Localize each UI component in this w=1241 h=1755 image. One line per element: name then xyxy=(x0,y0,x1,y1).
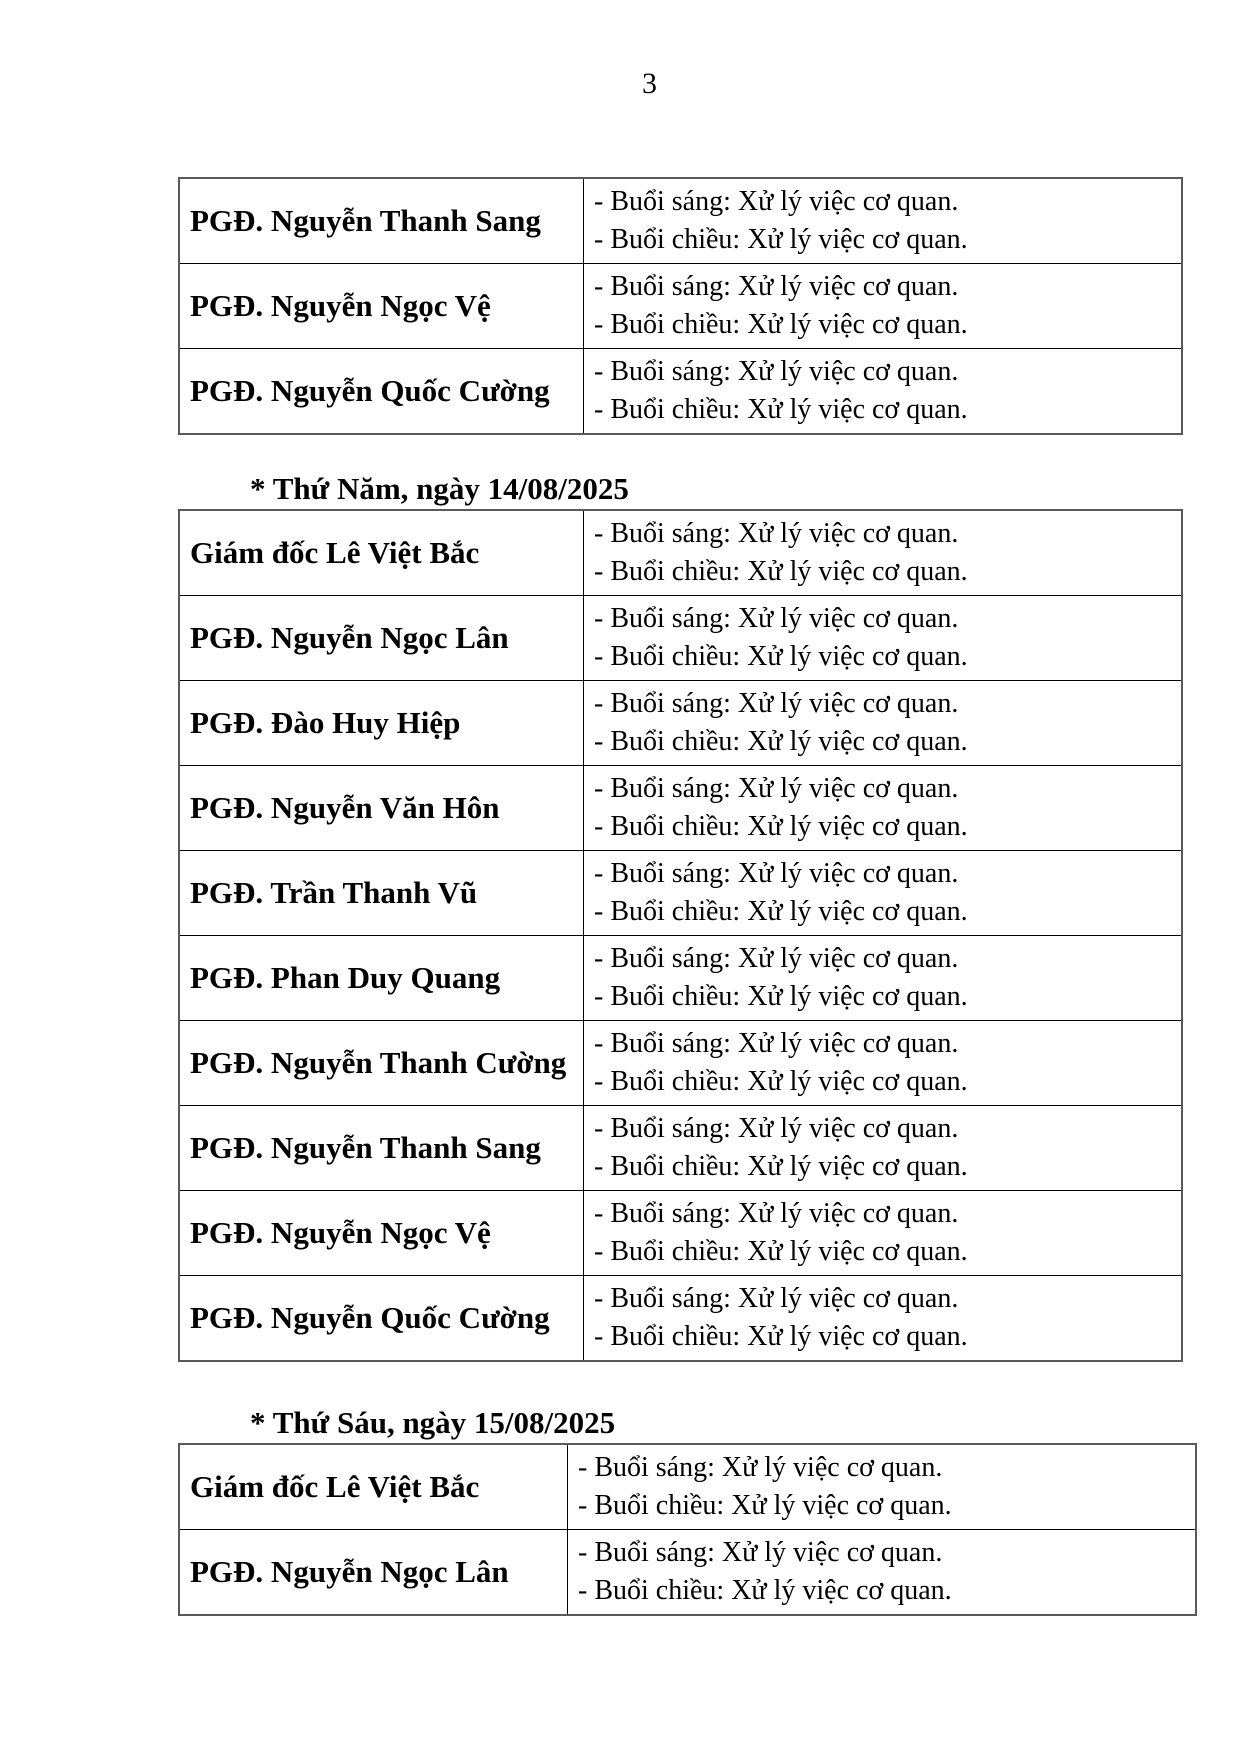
page-number: 3 xyxy=(642,67,657,100)
official-name: PGĐ. Nguyễn Quốc Cường xyxy=(179,349,584,435)
schedule-cell xyxy=(568,1444,1197,1530)
morning-schedule: - Buổi sáng: Xử lý việc cơ quan. xyxy=(594,1028,959,1059)
schedule-cell xyxy=(584,264,1183,349)
schedule-section-thursday xyxy=(178,472,1183,1362)
table-row xyxy=(179,1276,1182,1362)
schedule-cell xyxy=(584,936,1183,1021)
schedule-section-continued xyxy=(178,177,1183,435)
afternoon-schedule: - Buổi chiều: Xử lý việc cơ quan. xyxy=(594,641,968,672)
afternoon-schedule: - Buổi chiều: Xử lý việc cơ quan. xyxy=(594,1236,968,1267)
morning-schedule: - Buổi sáng: Xử lý việc cơ quan. xyxy=(594,1113,959,1144)
schedule-cell xyxy=(584,1276,1183,1362)
afternoon-schedule: - Buổi chiều: Xử lý việc cơ quan. xyxy=(594,896,968,927)
afternoon-schedule: - Buổi chiều: Xử lý việc cơ quan. xyxy=(594,309,968,340)
afternoon-schedule: - Buổi chiều: Xử lý việc cơ quan. xyxy=(594,1066,968,1097)
day-heading: * Thứ Sáu, ngày 15/08/2025 xyxy=(250,1405,616,1440)
afternoon-schedule: - Buổi chiều: Xử lý việc cơ quan. xyxy=(594,726,968,757)
official-name: PGĐ. Nguyễn Thanh Cường xyxy=(179,1021,584,1106)
schedule-cell xyxy=(584,349,1183,435)
schedule-cell xyxy=(584,681,1183,766)
official-name: PGĐ. Nguyễn Văn Hôn xyxy=(179,766,584,851)
schedule-cell xyxy=(584,596,1183,681)
afternoon-schedule: - Buổi chiều: Xử lý việc cơ quan. xyxy=(578,1490,952,1521)
schedule-cell xyxy=(584,510,1183,596)
afternoon-schedule: - Buổi chiều: Xử lý việc cơ quan. xyxy=(578,1575,952,1606)
table-row xyxy=(179,596,1182,681)
official-name: PGĐ. Phan Duy Quang xyxy=(179,936,584,1021)
morning-schedule: - Buổi sáng: Xử lý việc cơ quan. xyxy=(594,603,959,634)
morning-schedule: - Buổi sáng: Xử lý việc cơ quan. xyxy=(594,1283,959,1314)
table-row xyxy=(179,510,1182,596)
table-row xyxy=(179,1530,1196,1616)
afternoon-schedule: - Buổi chiều: Xử lý việc cơ quan. xyxy=(594,224,968,255)
morning-schedule: - Buổi sáng: Xử lý việc cơ quan. xyxy=(578,1537,943,1568)
afternoon-schedule: - Buổi chiều: Xử lý việc cơ quan. xyxy=(594,394,968,425)
table-row xyxy=(179,1021,1182,1106)
official-name: PGĐ. Nguyễn Ngọc Lân xyxy=(179,1530,568,1616)
morning-schedule: - Buổi sáng: Xử lý việc cơ quan. xyxy=(594,518,959,549)
schedule-section-friday xyxy=(178,1406,1197,1616)
table-row xyxy=(179,766,1182,851)
schedule-table xyxy=(178,509,1183,1362)
morning-schedule: - Buổi sáng: Xử lý việc cơ quan. xyxy=(594,943,959,974)
official-name: PGĐ. Nguyễn Ngọc Lân xyxy=(179,596,584,681)
schedule-cell xyxy=(568,1530,1197,1616)
schedule-table xyxy=(178,1443,1197,1616)
afternoon-schedule: - Buổi chiều: Xử lý việc cơ quan. xyxy=(594,1151,968,1182)
morning-schedule: - Buổi sáng: Xử lý việc cơ quan. xyxy=(594,1198,959,1229)
official-name: PGĐ. Đào Huy Hiệp xyxy=(179,681,584,766)
table-row xyxy=(179,1191,1182,1276)
afternoon-schedule: - Buổi chiều: Xử lý việc cơ quan. xyxy=(594,811,968,842)
day-heading: * Thứ Năm, ngày 14/08/2025 xyxy=(250,471,629,506)
official-name: PGĐ. Nguyễn Thanh Sang xyxy=(179,1106,584,1191)
official-name: PGĐ. Nguyễn Quốc Cường xyxy=(179,1276,584,1362)
morning-schedule: - Buổi sáng: Xử lý việc cơ quan. xyxy=(578,1452,943,1483)
schedule-cell xyxy=(584,1021,1183,1106)
schedule-cell xyxy=(584,1191,1183,1276)
table-row xyxy=(179,936,1182,1021)
schedule-cell xyxy=(584,766,1183,851)
afternoon-schedule: - Buổi chiều: Xử lý việc cơ quan. xyxy=(594,1321,968,1352)
official-name: PGĐ. Nguyễn Thanh Sang xyxy=(179,178,584,264)
morning-schedule: - Buổi sáng: Xử lý việc cơ quan. xyxy=(594,186,959,217)
morning-schedule: - Buổi sáng: Xử lý việc cơ quan. xyxy=(594,688,959,719)
morning-schedule: - Buổi sáng: Xử lý việc cơ quan. xyxy=(594,773,959,804)
table-row xyxy=(179,681,1182,766)
morning-schedule: - Buổi sáng: Xử lý việc cơ quan. xyxy=(594,356,959,387)
table-row xyxy=(179,1444,1196,1530)
official-name: PGĐ. Nguyễn Ngọc Vệ xyxy=(179,264,584,349)
morning-schedule: - Buổi sáng: Xử lý việc cơ quan. xyxy=(594,271,959,302)
official-name: PGĐ. Nguyễn Ngọc Vệ xyxy=(179,1191,584,1276)
schedule-cell xyxy=(584,1106,1183,1191)
table-row xyxy=(179,1106,1182,1191)
official-name: PGĐ. Trần Thanh Vũ xyxy=(179,851,584,936)
schedule-table xyxy=(178,177,1183,435)
table-row xyxy=(179,264,1182,349)
afternoon-schedule: - Buổi chiều: Xử lý việc cơ quan. xyxy=(594,981,968,1012)
schedule-cell xyxy=(584,178,1183,264)
table-row xyxy=(179,851,1182,936)
official-name: Giám đốc Lê Việt Bắc xyxy=(179,510,584,596)
table-row xyxy=(179,349,1182,435)
schedule-cell xyxy=(584,851,1183,936)
official-name: Giám đốc Lê Việt Bắc xyxy=(179,1444,568,1530)
afternoon-schedule: - Buổi chiều: Xử lý việc cơ quan. xyxy=(594,556,968,587)
morning-schedule: - Buổi sáng: Xử lý việc cơ quan. xyxy=(594,858,959,889)
table-row xyxy=(179,178,1182,264)
